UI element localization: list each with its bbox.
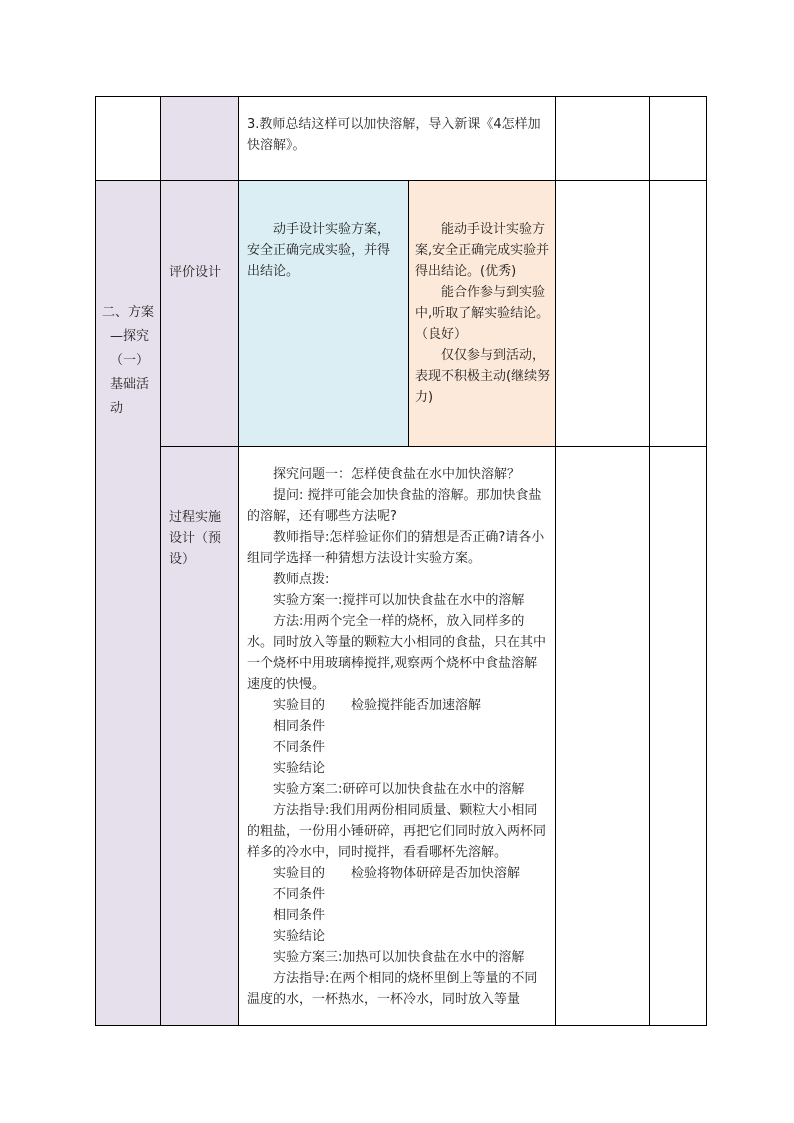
section-line2: —探究 bbox=[110, 329, 150, 344]
process-line: 实验结论 bbox=[273, 761, 326, 776]
row1-col2 bbox=[160, 96, 239, 181]
section-line1: 二、方案 bbox=[102, 305, 155, 320]
row2-col5 bbox=[649, 180, 707, 447]
process-line: 提问: 搅拌可能会加快食盐的溶解。那加快食盐的溶解，还有哪些方法呢? bbox=[247, 488, 542, 524]
evaluation-blue-cell bbox=[238, 180, 409, 447]
process-label: 过程实施设计（预设） bbox=[169, 510, 222, 567]
section-line3: （一）基础活动 bbox=[110, 353, 150, 416]
process-text bbox=[247, 464, 549, 1010]
process-line: 实验目的 检验搅拌能否加速溶解 bbox=[273, 698, 482, 713]
process-line: 相同条件 bbox=[273, 719, 326, 734]
row3-col4 bbox=[555, 446, 650, 1026]
row2-col4 bbox=[555, 180, 650, 447]
evaluation-blue-text: 动手设计实验方案，安全正确完成实验，并得出结论。 bbox=[247, 222, 391, 279]
process-line: 探究问题一：怎样使食盐在水中加快溶解？ bbox=[273, 467, 521, 482]
process-line: 不同条件 bbox=[273, 740, 326, 755]
row1-content bbox=[238, 96, 556, 181]
process-line: 方法指导:在两个相同的烧杯里倒上等量的不同温度的水，一杯热水，一杯冷水，同时放入等量 bbox=[247, 971, 538, 1007]
section-cell bbox=[95, 180, 161, 1026]
process-content-cell bbox=[238, 446, 556, 1026]
row1-col5 bbox=[649, 96, 707, 181]
evaluation-good: 能合作参与到实验中,听取了解实验结论。（良好） bbox=[415, 285, 550, 342]
process-line: 实验方案一:搅拌可以加快食盐在水中的溶解 bbox=[273, 593, 525, 608]
process-line: 方法指导:我们用两份相同质量、颗粒大小相同的粗盐，一份用小锤研碎，再把它们同时放入两杯同样多的冷水中，同时搅拌，看看哪杯先溶解。 bbox=[247, 803, 547, 860]
evaluation-excellent: 能动手设计实验方案,安全正确完成实验并得出结论。(优秀) bbox=[415, 222, 550, 279]
process-line: 相同条件 bbox=[273, 908, 326, 923]
process-line: 实验方案三:加热可以加快食盐在水中的溶解 bbox=[273, 950, 525, 965]
process-line: 实验结论 bbox=[273, 929, 326, 944]
process-line: 不同条件 bbox=[273, 887, 326, 902]
row3-col5 bbox=[649, 446, 707, 1026]
process-label-cell bbox=[160, 446, 239, 1026]
process-line: 实验目的 检验将物体研碎是否加快溶解 bbox=[273, 866, 521, 881]
process-line: 方法:用两个完全一样的烧杯，放入同样多的水。同时放入等量的颗粒大小相同的食盐，只在其中一个烧杯中用玻璃棒搅拌,观察两个烧杯中食盐溶解速度的快慢。 bbox=[247, 614, 547, 692]
evaluation-try-harder: 仅仅参与到活动，表现不积极主动(继续努力) bbox=[415, 348, 551, 405]
evaluation-label: 评价设计 bbox=[169, 265, 222, 280]
row1-col1 bbox=[95, 96, 161, 181]
process-line: 实验方案二:研碎可以加快食盐在水中的溶解 bbox=[273, 782, 525, 797]
step3-text: 3.教师总结这样可以加快溶解，导入新课《4怎样加快溶解》。 bbox=[247, 117, 541, 153]
evaluation-label-cell bbox=[160, 180, 239, 447]
process-line: 教师点拨: bbox=[273, 572, 330, 587]
row1-col4 bbox=[555, 96, 650, 181]
process-line: 教师指导:怎样验证你们的猜想是否正确?请各小组同学选择一种猜想方法设计实验方案。 bbox=[247, 530, 545, 566]
evaluation-peach-cell bbox=[408, 180, 556, 447]
